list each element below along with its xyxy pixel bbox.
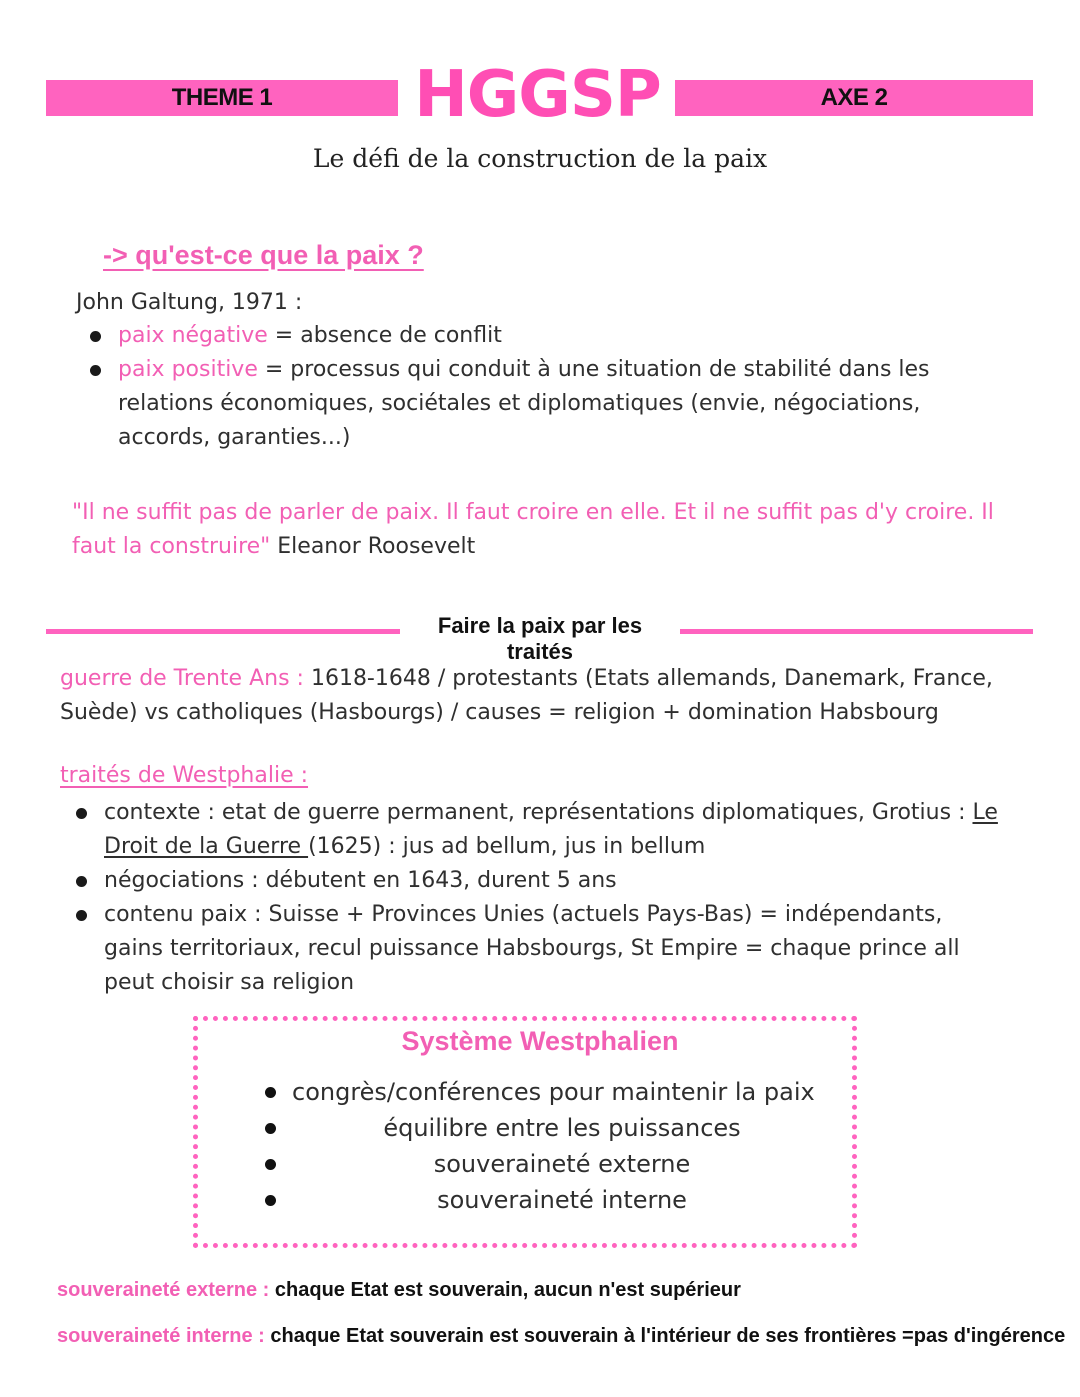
divider-left: [46, 629, 400, 634]
list-item: [78, 319, 978, 353]
quote-block: [72, 496, 1032, 564]
trente-ans-paragraph: [60, 662, 1040, 730]
list-text: souveraineté interne: [437, 1186, 687, 1214]
trente-ans-text: 1618-1648 / protestants (Etats allemands, Danemark, France, Suède) vs catholiques (Hasbourgs) / causes = religion + domination Habsbourg: [60, 666, 993, 725]
list-item: [262, 1110, 862, 1146]
axis-banner: [675, 80, 1033, 116]
trente-ans-term: guerre de Trente Ans :: [60, 666, 304, 691]
list-text: négociations : débutent en 1643, durent 5 ans: [104, 868, 617, 893]
list-item: [64, 864, 1004, 898]
list-item: [78, 353, 978, 455]
definition-term: souveraineté interne :: [57, 1325, 265, 1347]
list-text: congrès/conférences pour maintenir la paix: [292, 1078, 815, 1106]
list-item: [262, 1074, 862, 1110]
author-line: John Galtung, 1971 :: [76, 290, 303, 315]
systeme-list: [262, 1074, 862, 1218]
brand-title: HGGSP: [414, 58, 661, 132]
quote-text: "Il ne suffit pas de parler de paix. Il faut croire en elle. Et il ne suffit pas d'y croire. Il faut la construire": [72, 500, 994, 559]
list-item: [262, 1182, 862, 1218]
galtung-list: [78, 319, 978, 455]
list-text: équilibre entre les puissances: [383, 1114, 741, 1142]
westphalie-list: [64, 796, 1004, 1000]
list-item: [64, 898, 1004, 1000]
definition-external: [57, 1279, 741, 1302]
theme-banner: [46, 80, 398, 116]
list-text: = processus qui conduit à une situation de stabilité dans les relations économiques, sociétales et diplomatiques (envie, négociations, accords, garanties...): [118, 357, 930, 450]
book-title: Le Droit de la Guerre: [104, 800, 998, 859]
divider-right: [680, 629, 1033, 634]
list-text: (1625) : jus ad bellum, jus in bellum: [308, 834, 706, 859]
list-text: contexte : etat de guerre permanent, représentations diplomatiques, Grotius :: [104, 800, 973, 825]
axis-label: AXE 2: [820, 84, 888, 111]
definition-text: chaque Etat est souverain, aucun n'est supérieur: [269, 1279, 741, 1301]
page-subtitle: Le défi de la construction de la paix: [312, 144, 768, 173]
list-term: paix positive: [118, 357, 258, 382]
theme-label: THEME 1: [171, 84, 273, 111]
list-term: paix négative: [118, 323, 268, 348]
definition-term: souveraineté externe :: [57, 1279, 270, 1301]
section-title: Faire la paix par les traités: [437, 613, 643, 664]
list-item: [262, 1146, 862, 1182]
quote-author: Eleanor Roosevelt: [277, 534, 476, 559]
list-item: [64, 796, 1004, 864]
westphalie-heading: traités de Westphalie :: [60, 763, 309, 788]
list-text: = absence de conflit: [267, 323, 502, 348]
definition-text: chaque Etat souverain est souverain à l'intérieur de ses frontières =pas d'ingérence: [264, 1325, 1066, 1347]
list-text: souveraineté externe: [433, 1150, 691, 1178]
systeme-title: Système Westphalien: [401, 1026, 679, 1056]
question-heading: -> qu'est-ce que la paix ?: [103, 240, 424, 270]
definition-internal: [57, 1325, 1065, 1348]
list-text: contenu paix : Suisse + Provinces Unies (actuels Pays-Bas) = indépendants, gains territoriaux, recul puissance Habsbourgs, St Empire = chaque prince all peut choisir sa religion: [104, 902, 960, 995]
